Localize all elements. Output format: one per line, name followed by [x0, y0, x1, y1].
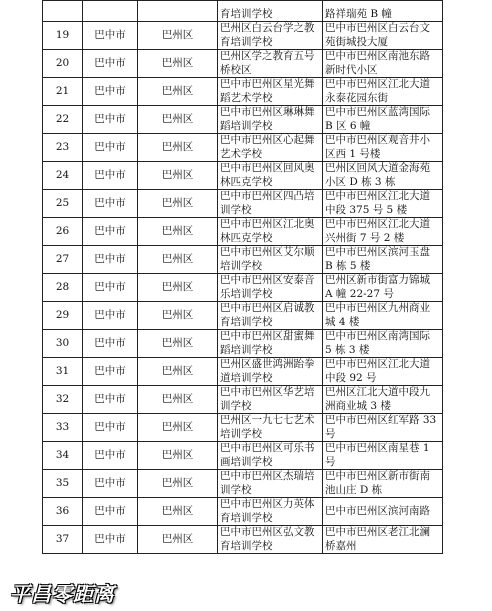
cell-address: 巴中市巴州区九州商业城 4 楼 [323, 302, 443, 330]
cell-city: 巴中市 [83, 246, 138, 274]
cell-num: 29 [43, 302, 83, 330]
cell-num: 23 [43, 134, 83, 162]
cell-city: 巴中市 [83, 78, 138, 106]
cell-city: 巴中市 [83, 302, 138, 330]
cell-address: 巴中市巴州区观音井小区西 1 号楼 [323, 134, 443, 162]
cell-num: 33 [43, 414, 83, 442]
cell-num: 34 [43, 442, 83, 470]
cell-address: 巴中市巴州区南湾国际 5 栋 3 楼 [323, 330, 443, 358]
cell-name: 巴中市巴州区四凸培训学校 [218, 190, 323, 218]
school-list-table [42, 0, 443, 554]
cell-district [138, 1, 218, 22]
cell-address: 巴中市巴州区江北大道永泰花园东街 [323, 78, 443, 106]
cell-district: 巴州区 [138, 134, 218, 162]
cell-name: 巴中市巴州区杰瑞培训学校 [218, 470, 323, 498]
cell-address: 巴中市巴州区南池东路新时代小区 [323, 50, 443, 78]
cell-city: 巴中市 [83, 526, 138, 554]
cell-address: 巴中市巴州区江北大道中段 92 号 [323, 358, 443, 386]
table-row [43, 50, 443, 78]
table-row [43, 470, 443, 498]
table-row [43, 330, 443, 358]
table-row [43, 274, 443, 302]
cell-num: 24 [43, 162, 83, 190]
table-row [43, 162, 443, 190]
cell-num: 19 [43, 22, 83, 50]
cell-city: 巴中市 [83, 330, 138, 358]
table-body [43, 1, 443, 554]
cell-name: 巴州区盛世鸿洲跆拳道培训学校 [218, 358, 323, 386]
cell-name: 巴中市巴州区启诚教育培训学校 [218, 302, 323, 330]
cell-num: 30 [43, 330, 83, 358]
table-row [43, 22, 443, 50]
cell-city: 巴中市 [83, 162, 138, 190]
table-row [43, 134, 443, 162]
cell-city: 巴中市 [83, 50, 138, 78]
cell-city: 巴中市 [83, 274, 138, 302]
cell-city: 巴中市 [83, 470, 138, 498]
cell-district: 巴州区 [138, 470, 218, 498]
table-row [43, 218, 443, 246]
table-row [43, 386, 443, 414]
cell-name: 巴中市巴州区弘文教育培训学校 [218, 526, 323, 554]
cell-name: 巴州区学之教育五号桥校区 [218, 50, 323, 78]
cell-district: 巴州区 [138, 162, 218, 190]
table-row [43, 246, 443, 274]
table-row [43, 358, 443, 386]
cell-num: 31 [43, 358, 83, 386]
cell-district: 巴州区 [138, 190, 218, 218]
cell-num: 26 [43, 218, 83, 246]
cell-district: 巴州区 [138, 274, 218, 302]
table-row [43, 498, 443, 526]
continuation-row [43, 1, 443, 22]
table-row [43, 78, 443, 106]
cell-address: 巴中市巴州区蓝湾国际 B 区 6 幢 [323, 106, 443, 134]
cell-city: 巴中市 [83, 106, 138, 134]
cell-name: 育培训学校 [218, 1, 323, 22]
watermark-logo: 平昌零距离 [10, 582, 115, 606]
cell-num: 20 [43, 50, 83, 78]
cell-district: 巴州区 [138, 386, 218, 414]
cell-district: 巴州区 [138, 302, 218, 330]
cell-city: 巴中市 [83, 414, 138, 442]
cell-district: 巴州区 [138, 414, 218, 442]
cell-address: 巴中市巴州区老江北澜桥嘉州 [323, 526, 443, 554]
table-row [43, 106, 443, 134]
cell-address: 巴中市巴州区白云台文苑街城投大厦 [323, 22, 443, 50]
table-row [43, 414, 443, 442]
cell-name: 巴州区一九七七艺术培训学校 [218, 414, 323, 442]
cell-address: 巴州区江北大道中段九洲商业城 3 楼 [323, 386, 443, 414]
cell-city: 巴中市 [83, 498, 138, 526]
cell-num: 21 [43, 78, 83, 106]
cell-name: 巴中市巴州区安泰音乐培训学校 [218, 274, 323, 302]
cell-district: 巴州区 [138, 50, 218, 78]
cell-district: 巴州区 [138, 106, 218, 134]
cell-address: 巴中市巴州区江北大道兴州街 7 号 2 楼 [323, 218, 443, 246]
cell-address: 巴中市巴州区红军路 33 号 [323, 414, 443, 442]
cell-address: 巴州区新市街富力锦城 A 幢 22-27 号 [323, 274, 443, 302]
cell-city: 巴中市 [83, 358, 138, 386]
cell-district: 巴州区 [138, 330, 218, 358]
cell-name: 巴州区白云台学之教育培训学校 [218, 22, 323, 50]
cell-name: 巴中市巴州区力英体育培训学校 [218, 498, 323, 526]
cell-address: 巴中市巴州区江北大道中段 375 号 5 楼 [323, 190, 443, 218]
cell-address: 巴中市巴州区滨河南路 [323, 498, 443, 526]
cell-name: 巴中市巴州区星光舞蹈艺术学校 [218, 78, 323, 106]
cell-address: 路祥瑞苑 B 幢 [323, 1, 443, 22]
cell-address: 巴中市巴州区南星巷 1 号 [323, 442, 443, 470]
cell-district: 巴州区 [138, 218, 218, 246]
cell-num: 27 [43, 246, 83, 274]
cell-num: 35 [43, 470, 83, 498]
cell-city: 巴中市 [83, 22, 138, 50]
table-row [43, 526, 443, 554]
cell-district: 巴州区 [138, 498, 218, 526]
cell-num: 25 [43, 190, 83, 218]
cell-num: 32 [43, 386, 83, 414]
table-row [43, 190, 443, 218]
cell-city: 巴中市 [83, 442, 138, 470]
cell-city [83, 1, 138, 22]
cell-address: 巴中市巴州区滨河玉盘 B 栋 5 楼 [323, 246, 443, 274]
cell-num [43, 1, 83, 22]
cell-name: 巴中市巴州区琳琳舞蹈培训学校 [218, 106, 323, 134]
cell-district: 巴州区 [138, 526, 218, 554]
cell-district: 巴州区 [138, 246, 218, 274]
cell-num: 22 [43, 106, 83, 134]
cell-num: 28 [43, 274, 83, 302]
cell-name: 巴中市巴州区回风奥林匹克学校 [218, 162, 323, 190]
cell-city: 巴中市 [83, 134, 138, 162]
cell-address: 巴州区回风大道金海苑小区 D 栋 3 栋 [323, 162, 443, 190]
cell-district: 巴州区 [138, 22, 218, 50]
cell-district: 巴州区 [138, 442, 218, 470]
cell-num: 37 [43, 526, 83, 554]
cell-city: 巴中市 [83, 386, 138, 414]
cell-name: 巴中市巴州区心起舞艺术学校 [218, 134, 323, 162]
cell-name: 巴中市巴州区江北奥林匹克学校 [218, 218, 323, 246]
cell-district: 巴州区 [138, 78, 218, 106]
cell-num: 36 [43, 498, 83, 526]
cell-city: 巴中市 [83, 218, 138, 246]
table-row [43, 442, 443, 470]
cell-district: 巴州区 [138, 358, 218, 386]
table-row [43, 302, 443, 330]
cell-address: 巴中市巴州区新市街南池山庄 D 栋 [323, 470, 443, 498]
cell-name: 巴中市巴州区艾尔顺培训学校 [218, 246, 323, 274]
cell-name: 巴中市巴州区可乐书画培训学校 [218, 442, 323, 470]
cell-name: 巴中市巴州区华艺培训学校 [218, 386, 323, 414]
cell-city: 巴中市 [83, 190, 138, 218]
cell-name: 巴中市巴州区甜蜜舞蹈培训学校 [218, 330, 323, 358]
